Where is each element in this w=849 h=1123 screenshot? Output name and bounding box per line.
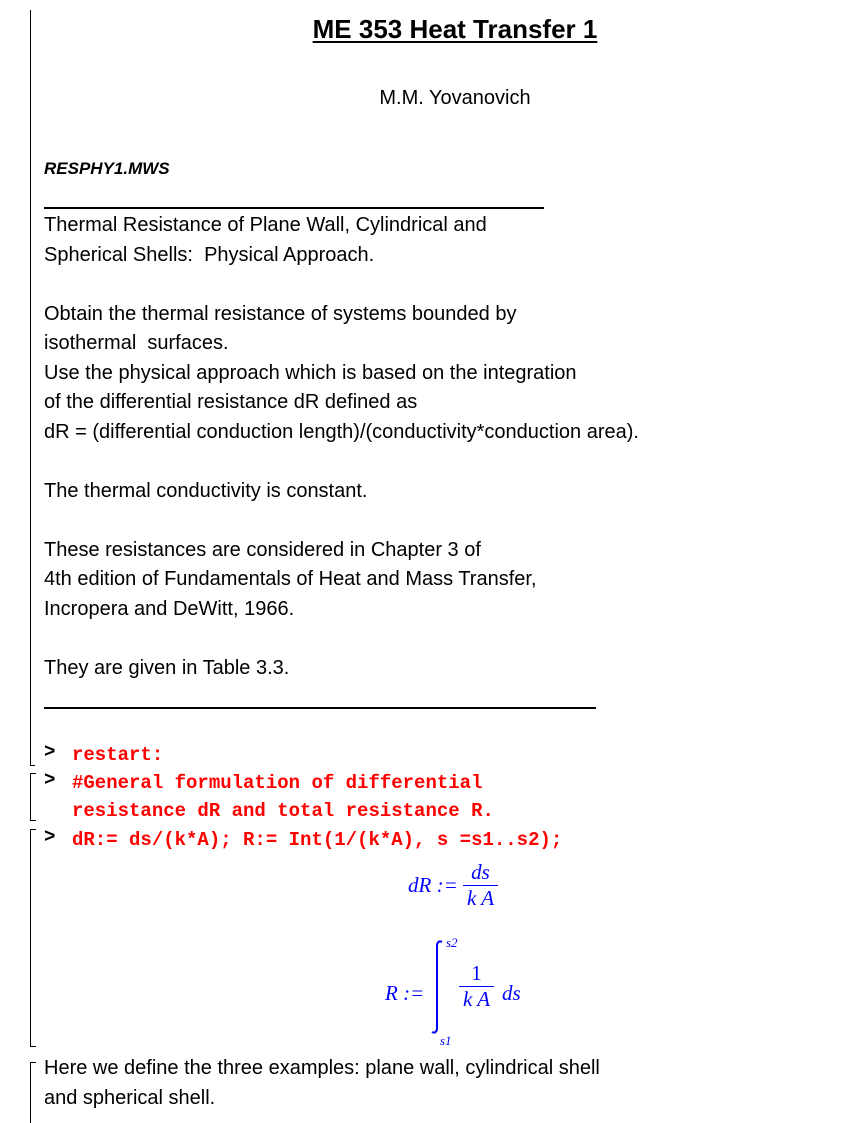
intro-line: These resistances are considered in Chapter 3 of [44, 539, 481, 561]
intro-line: of the differential resistance dR defined as [44, 391, 418, 413]
intro-line: 4th edition of Fundamentals of Heat and Mass Transfer, [44, 568, 537, 590]
dR-fraction [463, 860, 498, 911]
closing-line: Here we define the three examples: plane wall, cylindrical shell [44, 1057, 600, 1079]
group-bracket-text[interactable] [30, 1062, 36, 1123]
intro-line: Use the physical approach which is based on the integration [44, 362, 577, 384]
dR-lhs: dR := [408, 873, 458, 897]
output-R [385, 935, 585, 1050]
intro-line: Incropera and DeWitt, 1966. [44, 598, 295, 620]
integral-upper-limit: s2 [446, 935, 458, 950]
intro-line: They are given in Table 3.3. [44, 657, 290, 679]
intro-line: Thermal Resistance of Plane Wall, Cylindrical and [44, 214, 487, 236]
input-restart[interactable]: restart: [72, 744, 164, 766]
section-bracket[interactable] [30, 10, 31, 765]
closing-line: and spherical shell. [44, 1087, 216, 1109]
input-formula[interactable]: dR:= ds/(k*A); R:= Int(1/(k*A), s =s1..s2); [72, 829, 563, 851]
intro-line: Spherical Shells: Physical Approach. [44, 244, 375, 266]
dR-denominator: k A [467, 886, 495, 910]
intro-line: isothermal surfaces. [44, 332, 229, 354]
output-dR [408, 860, 498, 911]
author: M.M. Yovanovich [379, 87, 531, 109]
R-differential: ds [502, 981, 521, 1005]
intro-line: dR = (differential conduction length)/(conductivity*conduction area). [44, 421, 639, 443]
intro-line: Obtain the thermal resistance of systems bounded by [44, 303, 517, 325]
R-fraction [459, 961, 494, 1012]
divider-top [44, 207, 544, 209]
group-bracket-formula[interactable] [30, 829, 36, 1047]
divider-bottom [44, 707, 596, 709]
R-lhs: R := [385, 981, 425, 1005]
group-bracket-comment[interactable] [30, 773, 36, 821]
integral-sign-icon [429, 939, 445, 1035]
prompt-marker: > [44, 826, 56, 848]
prompt-marker: > [44, 769, 56, 791]
filename: RESPHY1.MWS [44, 159, 170, 178]
R-numerator: 1 [471, 961, 482, 985]
input-comment-line[interactable]: resistance dR and total resistance R. [72, 800, 494, 822]
prompt-marker: > [44, 741, 56, 763]
input-comment-line[interactable]: #General formulation of differential [72, 772, 483, 794]
section-bracket-end [30, 755, 35, 766]
page-title: ME 353 Heat Transfer 1 [312, 14, 598, 44]
dR-numerator: ds [471, 860, 490, 884]
intro-line: The thermal conductivity is constant. [44, 480, 368, 502]
integral-lower-limit: s1 [440, 1033, 452, 1048]
R-denominator: k A [463, 987, 491, 1011]
